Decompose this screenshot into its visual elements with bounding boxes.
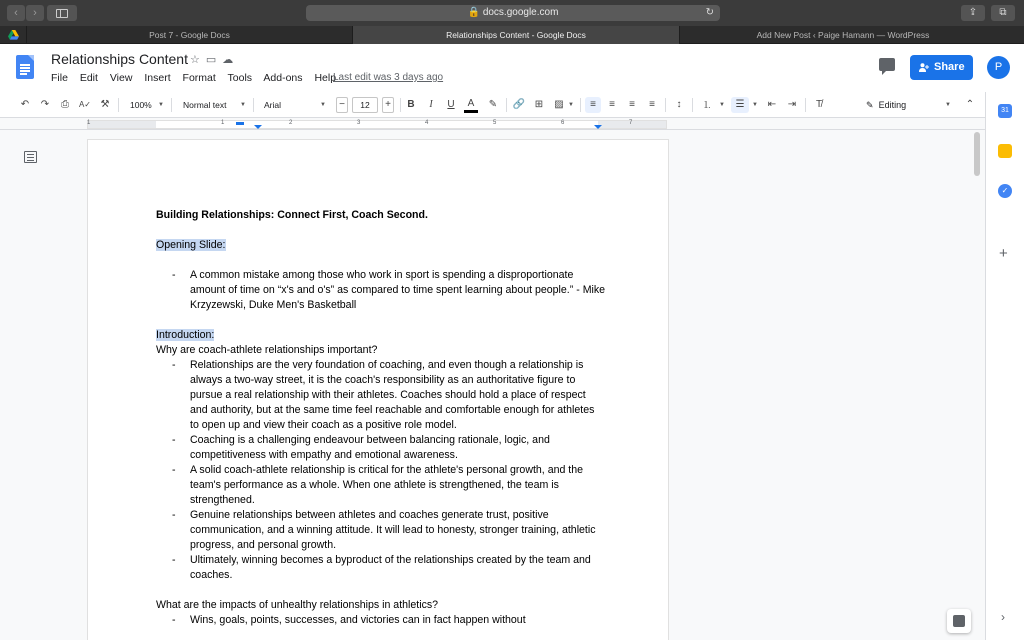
menu-edit[interactable]: Edit (79, 72, 98, 84)
list-item: - Wins, goals, points, successes, and victories can in fact happen without (156, 613, 606, 628)
italic-icon[interactable]: I (429, 99, 433, 110)
chevron-down-icon: ▼ (158, 102, 164, 108)
document-canvas (0, 130, 985, 640)
list-item: - Ultimately, winning becomes a byproduct of the relationships created by the team and coaches. (156, 553, 606, 583)
insert-link-icon[interactable]: 🔗 (512, 99, 526, 110)
share-label: Share (934, 61, 965, 73)
share-sheet-icon[interactable]: ⇪ (961, 5, 985, 21)
increase-indent-icon[interactable]: ⇥ (787, 99, 797, 110)
lock-icon: 🔒 (467, 7, 481, 18)
chevron-down-icon: ▼ (945, 102, 951, 108)
comment-history-icon[interactable] (879, 58, 895, 71)
underline-icon[interactable]: U (447, 99, 455, 110)
docs-logo-icon[interactable] (16, 55, 34, 79)
font-size-input[interactable]: 12 (352, 97, 378, 113)
formatting-toolbar (0, 92, 985, 118)
paint-format-icon[interactable]: ⚒ (100, 99, 110, 110)
intro-question: Why are coach-athlete relationships important? (156, 344, 378, 356)
decrease-font-size-icon[interactable]: − (336, 97, 348, 113)
ruler-number: 5 (493, 120, 497, 126)
spellcheck-icon[interactable]: A✓ (78, 100, 92, 109)
star-icon[interactable]: ☆ (190, 54, 206, 66)
safari-toolbar (0, 0, 1024, 26)
ruler-number: 1 (87, 120, 91, 126)
align-center-icon[interactable]: ≡ (609, 99, 615, 110)
cloud-status-icon[interactable]: ☁ (222, 54, 240, 66)
introduction-heading: Introduction: (156, 329, 215, 341)
style-select[interactable]: Normal text (183, 100, 227, 110)
chevron-down-icon: ▼ (719, 102, 725, 108)
browser-tab[interactable]: Post 7 - Google Docs (26, 26, 352, 44)
menu-view[interactable]: View (109, 72, 133, 84)
ruler-number: 4 (425, 120, 429, 126)
list-item: - A common mistake among those who work in sport is spending a disproportionate amount of time on “x's and o's” as compared to time spent learning about people.” - Mike Krzyzewski, Duke Men's Basketball (156, 268, 606, 313)
opening-slide-heading: Opening Slide: (156, 239, 226, 251)
document-outline-icon[interactable] (24, 151, 37, 163)
left-indent-handle[interactable] (254, 125, 262, 129)
bulleted-list-icon[interactable]: ☰ (731, 97, 749, 113)
browser-tab-bar (0, 26, 1024, 44)
menu-insert[interactable]: Insert (144, 72, 171, 84)
ruler-number: 3 (357, 120, 361, 126)
bold-icon[interactable]: B (407, 99, 415, 110)
impacts-question: What are the impacts of unhealthy relationships in athletics? (156, 599, 439, 611)
list-item: - A solid coach-athlete relationship is critical for the athlete's personal growth, and the team's performance as a whole. When one athlete is strengthened, the team is strengthened. (156, 463, 606, 508)
menu-addons[interactable]: Add-ons (263, 72, 303, 84)
ruler (0, 118, 985, 130)
chevron-down-icon: ▼ (568, 102, 574, 108)
expand-icon[interactable]: › (1001, 610, 1005, 624)
reload-icon[interactable]: ↻ (705, 7, 714, 18)
chevron-down-icon: ▼ (752, 102, 758, 108)
pencil-icon: ✎ (866, 100, 874, 110)
list-item: - Relationships are the very foundation of coaching, and even though a relationship is always a two-way street, it is the coach's responsibility as an authoritative figure to pursue a real relationship with their athletes. Coaches should hold a place of respect and authority, but at the same time feel reachable and comfortable enough for athletes to open up and view their coach as a positive role model. (156, 358, 606, 433)
sidebar-toggle-icon[interactable] (47, 5, 77, 21)
insert-image-icon[interactable]: ▨ (554, 99, 564, 110)
document-title[interactable]: Relationships Content (51, 51, 188, 67)
explore-icon[interactable] (947, 609, 971, 633)
highlight-color-icon[interactable]: ✎ (488, 99, 498, 110)
chevron-down-icon: ▼ (240, 102, 246, 108)
side-panel (985, 92, 1024, 640)
document-body[interactable] (156, 208, 606, 628)
tab-overview-icon[interactable]: ⧉ (991, 5, 1015, 21)
align-left-icon[interactable]: ≡ (585, 97, 601, 113)
document-heading: Building Relationships: Connect First, Coach Second. (156, 209, 428, 221)
last-edit-link[interactable]: Last edit was 3 days ago (333, 72, 444, 83)
ruler-number: 2 (289, 120, 293, 126)
print-icon[interactable]: ⎙ (61, 99, 69, 110)
address-bar[interactable] (306, 5, 720, 21)
docs-header (0, 44, 1024, 92)
browser-tab[interactable]: Add New Post ‹ Paige Hamann — WordPress (679, 26, 1006, 44)
tasks-icon[interactable]: ✓ (998, 184, 1012, 198)
ruler-number: 6 (561, 120, 565, 126)
google-drive-icon (8, 30, 19, 40)
menu-tools[interactable]: Tools (227, 72, 253, 84)
align-justify-icon[interactable]: ≡ (649, 99, 655, 110)
clear-formatting-icon[interactable]: T̸ (815, 99, 823, 110)
list-item: - Coaching is a challenging endeavour between balancing rationale, logic, and competitiveness with empathy and emotional awareness. (156, 433, 606, 463)
vertical-scrollbar[interactable] (974, 132, 980, 176)
first-line-indent-handle[interactable] (236, 122, 244, 125)
text-color-icon[interactable]: A (464, 97, 478, 113)
back-icon[interactable]: ‹ (7, 5, 25, 21)
title-actions (190, 53, 239, 66)
menu-file[interactable]: File (51, 72, 68, 84)
calendar-icon[interactable]: 31 (998, 104, 1012, 118)
add-person-icon (919, 63, 929, 72)
ruler-number: 7 (629, 120, 633, 126)
menu-help[interactable]: Help (314, 72, 337, 84)
font-select[interactable]: Arial (264, 100, 282, 110)
share-button[interactable] (910, 55, 973, 80)
increase-font-size-icon[interactable]: + (382, 97, 394, 113)
redo-icon[interactable]: ↷ (40, 99, 50, 110)
editing-mode-select[interactable] (866, 97, 906, 113)
right-indent-handle[interactable] (594, 125, 602, 129)
align-right-icon[interactable]: ≡ (629, 99, 635, 110)
avatar[interactable]: P (987, 56, 1010, 79)
chevron-down-icon: ▼ (320, 102, 326, 108)
numbered-list-icon[interactable]: ⒈ (702, 100, 712, 110)
horizontal-ruler[interactable] (87, 120, 667, 129)
ruler-number: 1 (221, 120, 225, 126)
decrease-indent-icon[interactable]: ⇤ (767, 99, 777, 110)
move-folder-icon[interactable]: ▭ (205, 54, 223, 66)
menu-bar (51, 72, 345, 84)
menu-format[interactable]: Format (182, 72, 216, 84)
document-page[interactable] (88, 140, 668, 640)
line-spacing-icon[interactable]: ↕ (676, 99, 682, 110)
zoom-select[interactable]: 100% (130, 100, 152, 110)
undo-icon[interactable]: ↶ (20, 99, 30, 110)
add-comment-icon[interactable]: ⊞ (534, 99, 544, 110)
url-text: docs.google.com (482, 7, 559, 18)
collapse-menu-icon[interactable]: ⌃ (965, 99, 975, 110)
add-icon[interactable]: + (999, 245, 1008, 262)
forward-icon[interactable]: › (26, 5, 44, 21)
browser-tab-active[interactable]: Relationships Content - Google Docs (352, 26, 679, 44)
editing-mode-label: Editing (878, 100, 907, 110)
list-item: - Genuine relationships between athletes and coaches generate trust, positive communication, and a winning attitude. It will lead to honesty, stronger training, athletic progress, and personal growth. (156, 508, 606, 553)
keep-icon[interactable] (998, 144, 1012, 158)
